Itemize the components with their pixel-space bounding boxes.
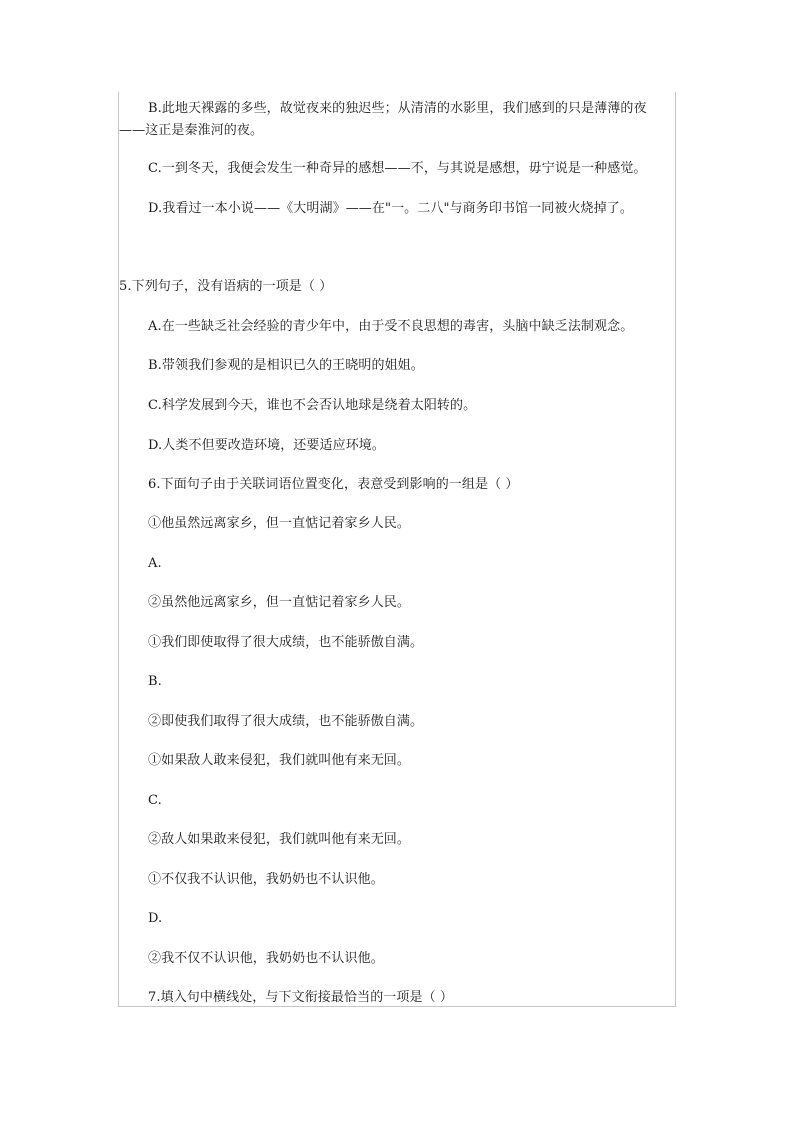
q6-a-sentence-1: ①他虽然远离家乡，但一直惦记着家乡人民。 — [148, 516, 411, 531]
q6-c-sentence-1: ①如果敌人敢来侵犯，我们就叫他有来无回。 — [148, 753, 411, 768]
q6-c-sentence-2: ②敌人如果敢来侵犯，我们就叫他有来无回。 — [148, 832, 411, 847]
page-frame — [118, 92, 676, 1007]
q4-option-d: D.我看过一本小说——《大明湖》——在"一。二八"与商务印书馆一同被火烧掉了。 — [148, 201, 633, 216]
q5-option-c: C.科学发展到今天，谁也不会否认地球是绕着太阳转的。 — [148, 398, 477, 413]
q5-option-a: A.在一些缺乏社会经验的青少年中，由于受不良思想的毒害，头脑中缺乏法制观念。 — [148, 319, 634, 334]
q4-option-b-line2: ——这正是秦淮河的夜。 — [119, 123, 264, 138]
q6-b-label: B. — [148, 674, 162, 689]
q4-option-c: C.一到冬天，我便会发生一种奇异的感想——不，与其说是感想，毋宁说是一种感觉。 — [148, 161, 647, 176]
q6-stem: 6.下面句子由于关联词语位置变化，表意受到影响的一组是（ ） — [148, 477, 519, 492]
q6-c-label: C. — [148, 793, 162, 808]
q5-option-d: D.人类不但要改造环境，还要适应环境。 — [148, 438, 385, 453]
q6-d-sentence-2: ②我不仅不认识他，我奶奶也不认识他。 — [148, 951, 384, 966]
q6-b-sentence-1: ①我们即使取得了很大成绩，也不能骄傲自满。 — [148, 635, 424, 650]
q6-a-label: A. — [148, 556, 162, 571]
q6-d-sentence-1: ①不仅我不认识他，我奶奶也不认识他。 — [148, 872, 384, 887]
q6-a-sentence-2: ②虽然他远离家乡，但一直惦记着家乡人民。 — [148, 595, 411, 610]
q4-option-b-line1: B.此地天裸露的多些，故觉夜来的独迟些；从清清的水影里，我们感到的只是薄薄的夜 — [148, 101, 647, 116]
q6-d-label: D. — [148, 911, 163, 926]
q7-stem: 7.填入句中横线处，与下文衔接最恰当的一项是（ ） — [148, 990, 454, 1005]
q5-option-b: B.带领我们参观的是相识已久的王晓明的姐姐。 — [148, 358, 424, 373]
q5-stem: 5.下列句子，没有语病的一项是（ ） — [119, 279, 333, 294]
q6-b-sentence-2: ②即使我们取得了很大成绩，也不能骄傲自满。 — [148, 714, 424, 729]
